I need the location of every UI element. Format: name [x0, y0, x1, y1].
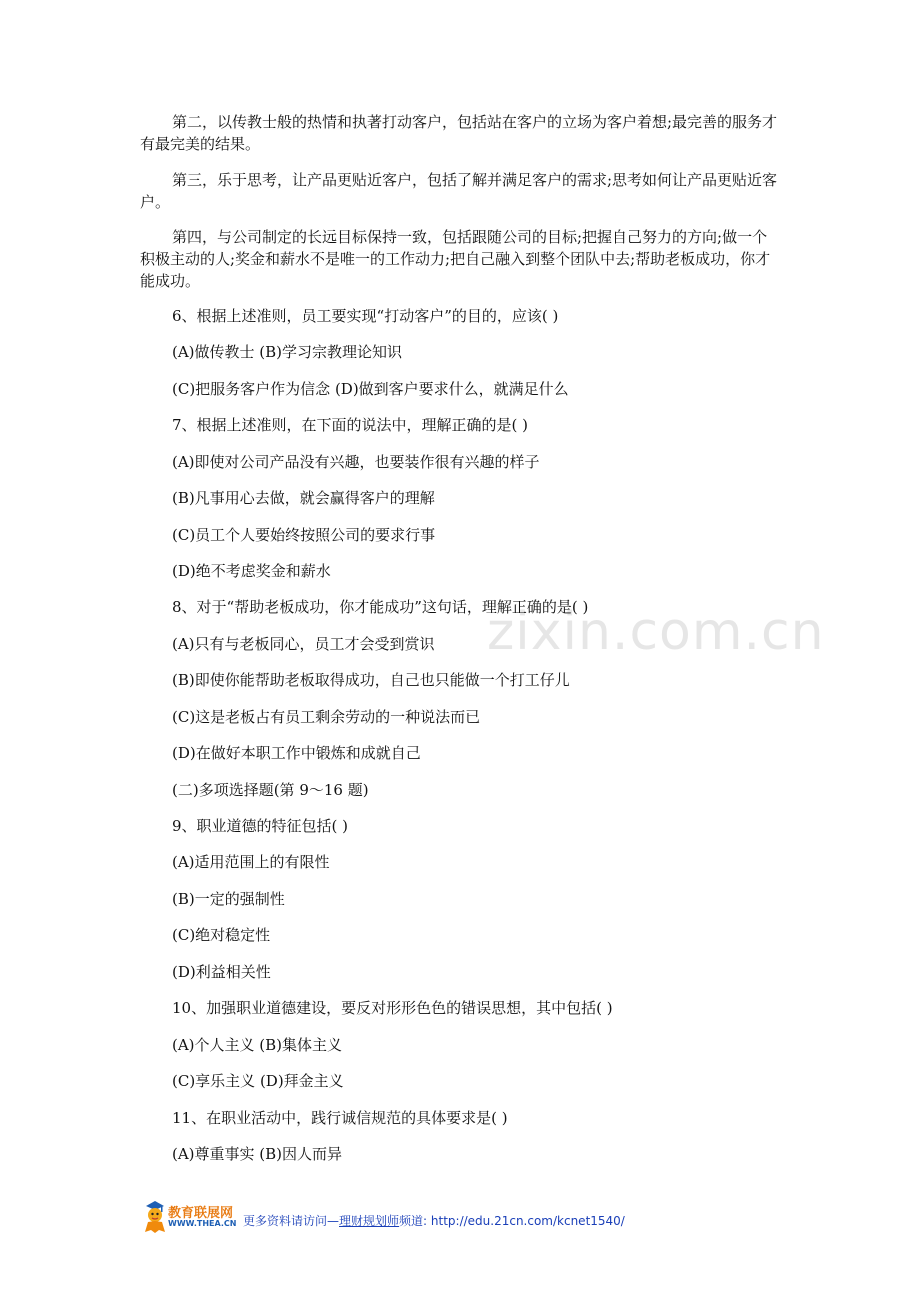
footer-prefix: 更多资料请访问—	[243, 1214, 340, 1228]
mascot-icon	[140, 1200, 170, 1234]
question-10-options-ab: (A)个人主义 (B)集体主义	[172, 1036, 343, 1054]
question-7-option-b: (B)凡事用心去做，就会赢得客户的理解	[172, 489, 435, 507]
question-7-option-d: (D)绝不考虑奖金和薪水	[172, 562, 331, 580]
question-6-options-cd: (C)把服务客户作为信念 (D)做到客户要求什么，就满足什么	[172, 380, 569, 398]
footer	[140, 1200, 780, 1234]
question-8-option-a: (A)只有与老板同心，员工才会受到赏识	[172, 635, 435, 653]
watermark: zixin.com.cn	[487, 602, 825, 662]
channel-link[interactable]: 理财规划师	[339, 1214, 400, 1228]
footer-suffix: 频道: http://edu.21cn.com/kcnet1540/	[399, 1214, 625, 1228]
question-8: 8、对于“帮助老板成功，你才能成功”这句话，理解正确的是( )	[172, 598, 589, 616]
logo-url: WWW.THEA.CN	[168, 1219, 237, 1228]
question-11: 11、在职业活动中，践行诚信规范的具体要求是( )	[172, 1109, 508, 1127]
question-8-option-d: (D)在做好本职工作中锻炼和成就自己	[172, 744, 421, 762]
question-6: 6、根据上述准则，员工要实现“打动客户”的目的，应该( )	[172, 307, 559, 325]
question-9-option-c: (C)绝对稳定性	[172, 926, 271, 944]
logo-name: 教育联展网	[168, 1206, 234, 1221]
question-9-option-b: (B)一定的强制性	[172, 890, 285, 908]
question-8-option-b: (B)即使你能帮助老板取得成功，自己也只能做一个打工仔儿	[172, 671, 570, 689]
paragraph-fourth: 第四，与公司制定的长远目标保持一致，包括跟随公司的目标;把握自己努力的方向;做一个积极主动的人;奖金和薪水不是唯一的工作动力;把自己融入到整个团队中去;帮助老板成功，你才能成功。	[140, 228, 771, 290]
question-6-options-ab: (A)做传教士 (B)学习宗教理论知识	[172, 343, 403, 361]
site-logo[interactable]	[140, 1200, 244, 1234]
question-8-option-c: (C)这是老板占有员工剩余劳动的一种说法而已	[172, 708, 481, 726]
footer-link-line[interactable]	[243, 1212, 625, 1229]
paragraph-third: 第三，乐于思考，让产品更贴近客户，包括了解并满足客户的需求;思考如何让产品更贴近客户。	[140, 171, 778, 211]
section-heading-multiple-choice: (二)多项选择题(第 9～16 题)	[172, 781, 369, 799]
question-7-option-c: (C)员工个人要始终按照公司的要求行事	[172, 526, 436, 544]
question-9-option-a: (A)适用范围上的有限性	[172, 853, 330, 871]
question-9-option-d: (D)利益相关性	[172, 963, 271, 981]
question-10-options-cd: (C)享乐主义 (D)拜金主义	[172, 1072, 344, 1090]
question-7: 7、根据上述准则，在下面的说法中，理解正确的是( )	[172, 416, 529, 434]
question-10: 10、加强职业道德建设，要反对形形色色的错误思想，其中包括( )	[172, 999, 613, 1017]
question-9: 9、职业道德的特征包括( )	[172, 817, 349, 835]
question-7-option-a: (A)即使对公司产品没有兴趣，也要装作很有兴趣的样子	[172, 453, 540, 471]
question-11-options-ab: (A)尊重事实 (B)因人而异	[172, 1145, 343, 1163]
paragraph-second: 第二，以传教士般的热情和执著打动客户，包括站在客户的立场为客户着想;最完善的服务才有最完美的结果。	[140, 113, 778, 153]
